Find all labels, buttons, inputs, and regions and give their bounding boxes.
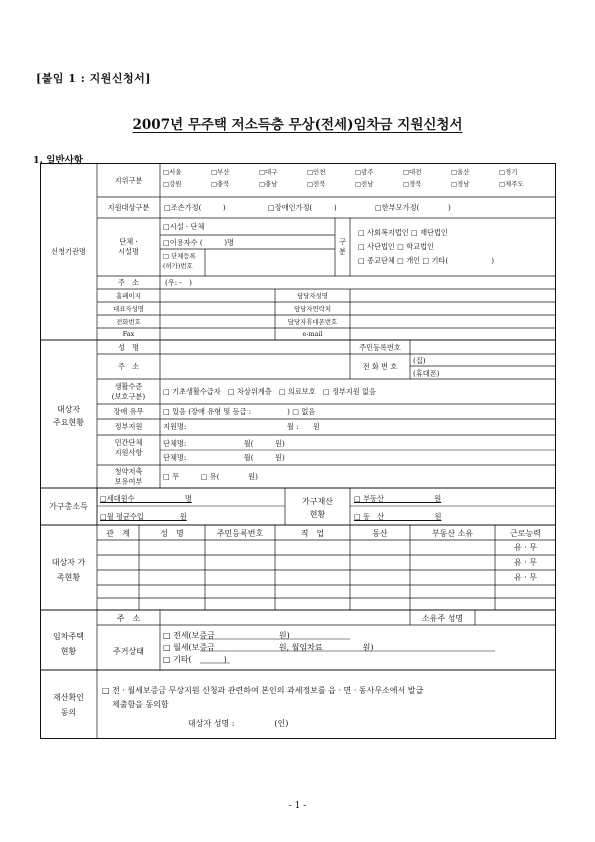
savings-label: 청약저축 보유여부 [114, 467, 143, 486]
category-row-2[interactable]: □ 사단법인 □ 학교법인 [358, 242, 434, 251]
family-header-ability: 근로능력 [510, 529, 541, 538]
org-address-value[interactable]: (우: - ) [165, 278, 192, 287]
rental-type-label: 주거상태 [113, 647, 144, 656]
region-option[interactable]: □부산 [211, 168, 230, 176]
family-status-label: 대상자 가 족현황 [51, 558, 86, 582]
fax-label: Fax [122, 330, 135, 338]
ceo-name-label: 대표자성명 [113, 305, 144, 313]
region-option[interactable]: □경기 [499, 168, 518, 176]
rental-option-jeonse[interactable]: □ 전세(보증금 원) [163, 631, 290, 640]
region-option[interactable]: □전북 [307, 180, 326, 188]
manager-contact-label: 담당자연락처 [293, 305, 332, 313]
application-form-table [40, 163, 556, 739]
living-level-options[interactable]: □ 기초생활수급자 □ 차상위계층 □ 의료보호 □ 정부지원 없음 [163, 387, 376, 396]
household-members-field[interactable]: □세대원수 명 [100, 494, 192, 503]
target-option-grandparent[interactable]: □조손가정( ) [164, 203, 226, 212]
target-type-label: 지원대상구분 [107, 203, 150, 212]
household-asset-label: 가구재산 현황 [302, 497, 333, 519]
group-facility-row[interactable]: □시설 · 단체 [163, 222, 205, 231]
private-support-row-2[interactable]: 단체명: 월( 원) [163, 453, 285, 462]
family-header-name: 성 명 [160, 529, 184, 538]
region-option[interactable]: □충남 [259, 180, 278, 188]
private-support-row-1[interactable]: 단체명: 월( 원) [163, 439, 285, 448]
person-rrn-label: 주민등록번호 [359, 343, 401, 352]
region-option[interactable]: □충북 [211, 180, 230, 188]
consent-label: 재산확인 동의 [53, 693, 84, 717]
rental-address-label: 주 소 [116, 614, 141, 623]
rental-house-label: 임차주택 현황 [53, 632, 84, 656]
region-option[interactable]: □제주도 [499, 180, 524, 188]
region-option[interactable]: □전남 [355, 180, 374, 188]
family-header-job: 직 업 [300, 529, 325, 538]
category-label: 구 분 [339, 237, 346, 256]
attachment-label: [붙임 1 : 지원신청서] [36, 72, 151, 85]
category-row-1[interactable]: □ 사회복지법인 □ 재단법인 [358, 228, 448, 237]
target-option-disabled[interactable]: □장애인가정( ) [268, 203, 337, 212]
manager-mobile-label: 담당자휴대폰번호 [287, 318, 338, 326]
gov-support-label: 정부지원 [114, 422, 143, 431]
person-address-label: 주 소 [117, 362, 140, 371]
private-support-label: 민간단체 지원사항 [114, 438, 143, 457]
email-label: e-mail [302, 330, 323, 338]
region-option[interactable]: □서울 [163, 168, 182, 176]
region-option[interactable]: □인천 [307, 168, 326, 176]
region-option[interactable]: □경남 [451, 180, 470, 188]
person-phone-mobile[interactable]: (휴대폰) [413, 369, 440, 378]
org-address-label: 주 소 [117, 278, 140, 287]
form-title: 2007년 무주택 저소득층 무상(전세)임차금 지원신청서 [132, 117, 463, 133]
group-registration-row[interactable]: □ 단체등록 (허가)번호 [163, 252, 196, 270]
family-ability-row-1[interactable]: 유 · 무 [513, 543, 538, 552]
household-realty-field[interactable]: □ 부동산 원 [354, 494, 442, 503]
consent-text-line-1[interactable]: □ 전 · 월세보증금 무상지원 신청과 관련하여 본인의 과세정보를 읍 · 면 · 동사무소에서 발급 [102, 686, 424, 695]
family-header-rrn: 주민등록번호 [216, 529, 264, 538]
region-option[interactable]: □울산 [451, 168, 470, 176]
savings-options[interactable]: □ 무 □ 유( 원) [163, 472, 258, 481]
rental-owner-label: 소유주 성명 [421, 614, 464, 623]
household-income-label: 가구총소득 [49, 502, 88, 511]
family-ability-row-3[interactable]: 유 · 무 [513, 573, 538, 582]
disability-label: 장애 유무 [113, 407, 144, 416]
target-option-single-parent[interactable]: □한부모가정( ) [375, 203, 451, 212]
rental-option-wolse[interactable]: □ 월세(보증금 원, 월임차료 원) [163, 643, 374, 652]
rental-option-other[interactable]: □ 기타( ) [163, 655, 227, 664]
consent-signature[interactable]: 대상자 성명 : (인) [188, 719, 289, 728]
group-name-label: 단체 · 시설명 [118, 237, 139, 256]
phone-label: 전화번호 [116, 318, 141, 326]
region-option[interactable]: □광주 [355, 168, 374, 176]
person-phone-label: 전 화 번 호 [362, 362, 398, 371]
family-ability-row-2[interactable]: 유 · 무 [513, 558, 538, 567]
person-phone-home[interactable]: (집) [413, 356, 426, 365]
group-users-row[interactable]: □이용자수 ( )명 [163, 238, 234, 247]
family-header-relation: 관 계 [106, 529, 130, 538]
household-movable-field[interactable]: □ 동 산 원 [354, 512, 442, 521]
region-option[interactable]: □경북 [403, 180, 422, 188]
disability-options[interactable]: □ 있음 (장애 유형 및 등급 : ) □ 없음 [163, 407, 316, 416]
section-heading: 1. 일반사항 [33, 155, 83, 166]
gov-support-value[interactable]: 지원명: 월 : 원 [163, 422, 320, 431]
family-header-movable: 동산 [372, 529, 388, 538]
region-option[interactable]: □대전 [403, 168, 422, 176]
category-row-3[interactable]: □ 종교단체 □ 개인 □ 기타( ) [358, 256, 495, 265]
household-monthly-income-field[interactable]: □월 평균수입 원 [100, 512, 187, 521]
page-number: - 1 - [288, 801, 307, 811]
person-name-label: 성 명 [117, 343, 140, 352]
family-header-realty: 부동산 소유 [431, 529, 474, 538]
region-option[interactable]: □강원 [163, 180, 182, 188]
consent-text-line-2: 제출함을 동의함 [112, 700, 169, 709]
target-person-label: 대상자 주요현황 [53, 405, 84, 427]
manager-name-label: 담당자성명 [297, 292, 328, 300]
region-option[interactable]: □대구 [259, 168, 278, 176]
region-label: 지위구분 [114, 176, 143, 185]
applicant-org-label: 신청기관명 [51, 247, 86, 256]
homepage-label: 홈페이지 [116, 292, 141, 300]
living-level-label: 생활수준 (보호구분) [111, 382, 146, 401]
